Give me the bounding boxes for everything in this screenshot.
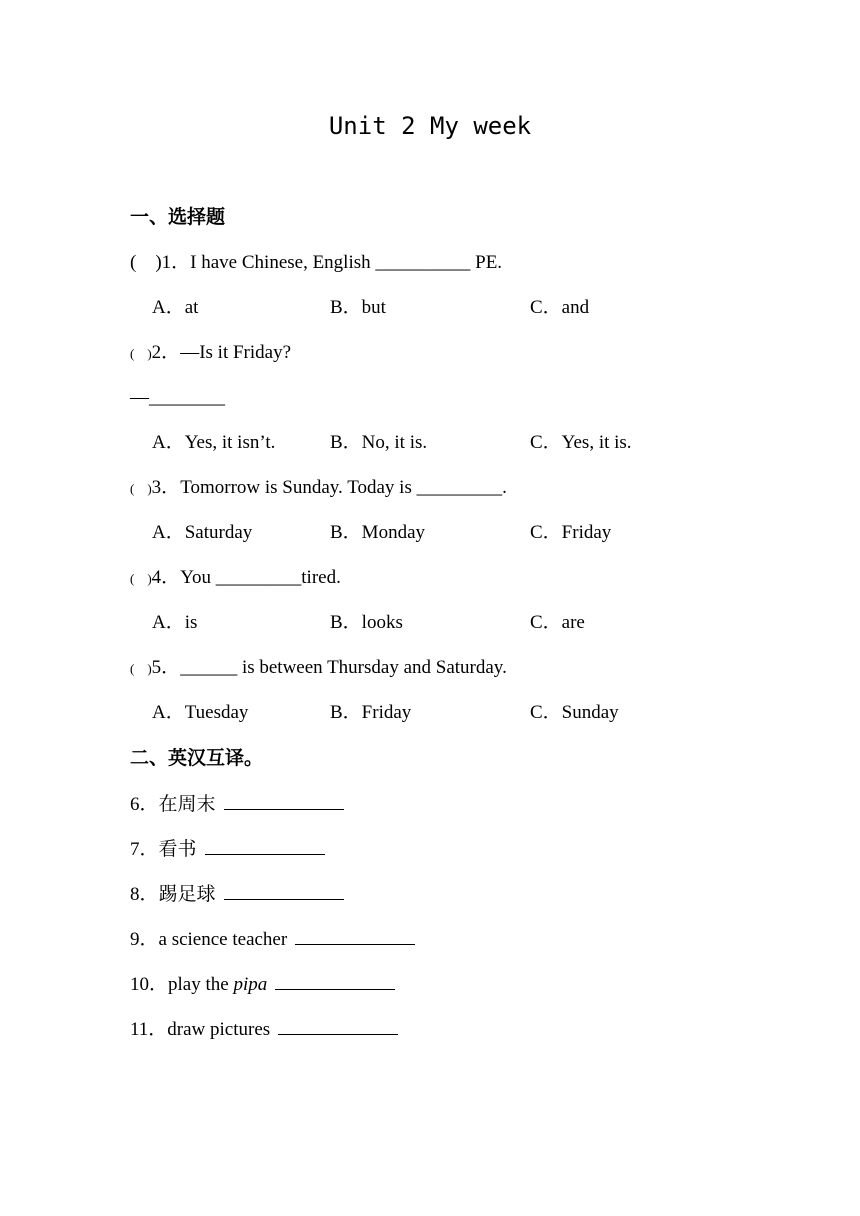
answer-blank: [275, 971, 395, 990]
item-text: a science teacher: [158, 929, 288, 950]
translation-item: [130, 971, 395, 997]
item-text: 在周末: [158, 794, 216, 815]
item-number: 6．: [130, 794, 159, 815]
option-a: A．is: [152, 612, 198, 633]
option-b: B．but: [330, 297, 386, 318]
option-b: B．Monday: [330, 522, 426, 543]
option-b: B．Friday: [330, 702, 412, 723]
question-1: [130, 251, 502, 275]
translation-item: [130, 836, 325, 862]
item-number: 7．: [130, 839, 159, 860]
translation-item: [130, 881, 344, 907]
question-text: I have Chinese, English __________ PE.: [190, 252, 503, 273]
question-text: Tomorrow is Sunday. Today is _________.: [180, 477, 507, 498]
question-number: 4．: [151, 567, 181, 588]
option-a: A．Yes, it isn’t.: [152, 432, 276, 453]
option-a: A．Saturday: [152, 522, 253, 543]
translation-item: [130, 926, 415, 952]
item-text: 看书: [158, 839, 197, 860]
question-number: 3．: [151, 477, 181, 498]
answer-paren: ( ): [130, 571, 152, 586]
question-number: 1．: [161, 252, 191, 273]
question-5: [130, 656, 507, 681]
item-number: 11．: [130, 1019, 168, 1040]
item-text: draw pictures: [167, 1019, 271, 1040]
option-c: C．Sunday: [530, 702, 619, 723]
answer-blank: [205, 836, 325, 855]
option-c: C．and: [530, 297, 590, 318]
question-text: You _________tired.: [180, 567, 341, 588]
option-c: C．Friday: [530, 522, 612, 543]
section1-heading: 一、选择题: [130, 206, 226, 228]
page-title: Unit 2 My week: [328, 112, 532, 140]
question-3: [130, 476, 507, 501]
translation-item: [130, 791, 344, 817]
answer-blank: [224, 791, 344, 810]
answer-paren: ( ): [130, 252, 162, 273]
option-c: C．are: [530, 612, 585, 633]
answer-blank: [278, 1016, 398, 1035]
item-number: 8．: [130, 884, 159, 905]
question-4: [130, 566, 341, 591]
answer-paren: ( ): [130, 346, 152, 361]
answer-paren: ( ): [130, 661, 152, 676]
question-text: —Is it Friday?: [180, 342, 292, 363]
item-number: 10．: [130, 974, 169, 995]
answer-blank: [295, 926, 415, 945]
option-b: B．looks: [330, 612, 403, 633]
answer-line: —________: [130, 387, 225, 408]
item-text: play the: [168, 974, 234, 995]
answer-paren: ( ): [130, 481, 152, 496]
option-b: B．No, it is.: [330, 432, 428, 453]
option-a: A．Tuesday: [152, 702, 249, 723]
answer-blank: [224, 881, 344, 900]
question-2: [130, 341, 291, 366]
translation-item: [130, 1016, 398, 1042]
option-a: A．at: [152, 297, 199, 318]
question-number: 5．: [151, 657, 181, 678]
option-c: C．Yes, it is.: [530, 432, 632, 453]
item-number: 9．: [130, 929, 159, 950]
item-text: 踢足球: [158, 884, 216, 905]
question-number: 2．: [151, 342, 181, 363]
item-text-italic: pipa: [233, 974, 268, 995]
section2-heading: 二、英汉互译。: [130, 747, 264, 769]
question-text: ______ is between Thursday and Saturday.: [180, 657, 507, 678]
